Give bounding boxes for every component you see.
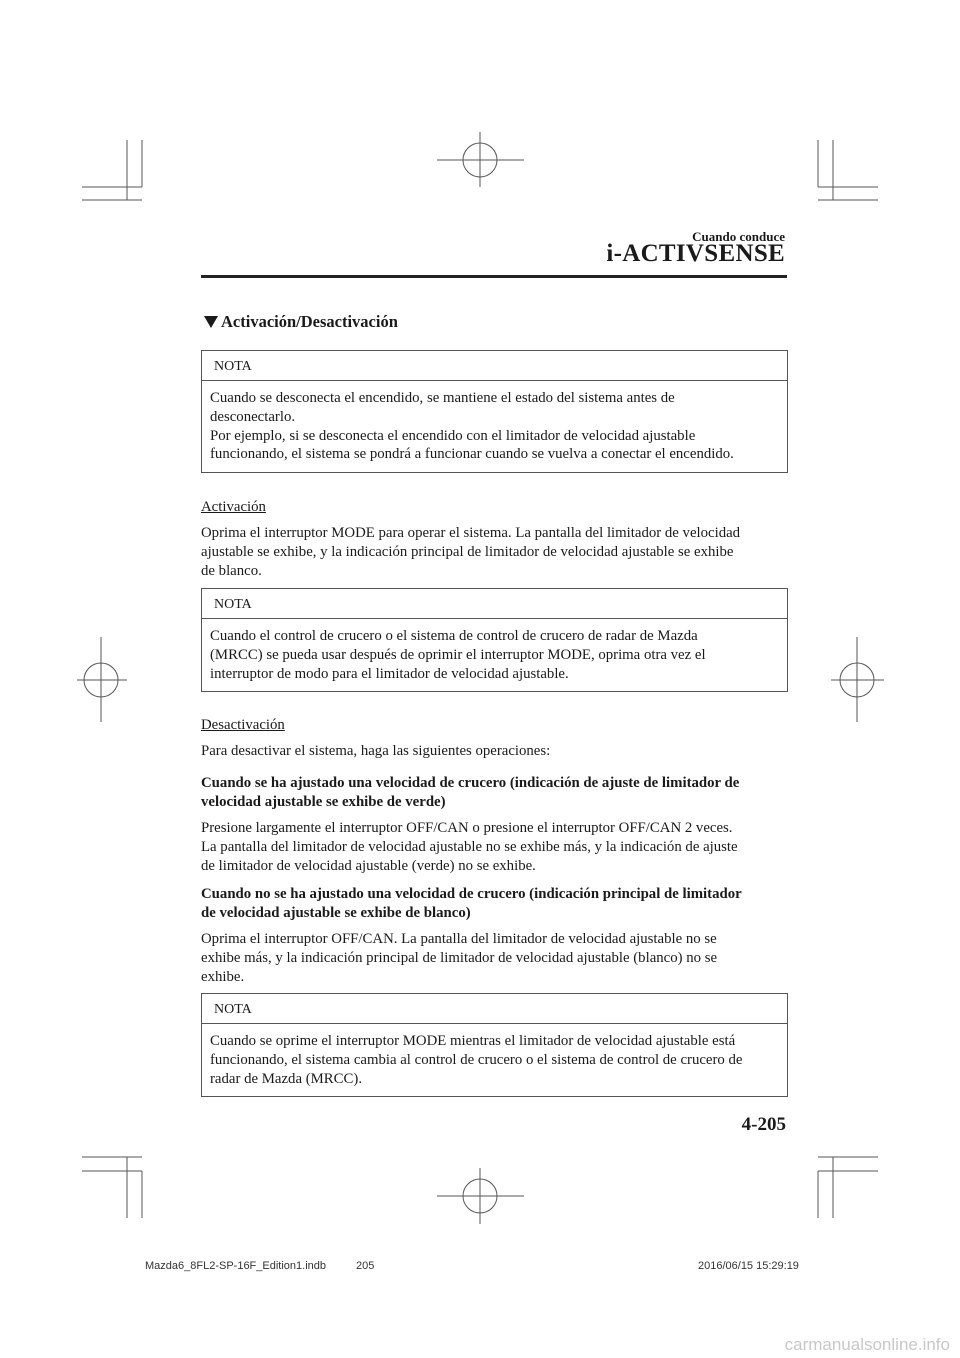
paragraph-line: de limitador de velocidad ajustable (verde) no se exhibe.: [201, 857, 536, 874]
header-rule: [201, 275, 787, 278]
note-line: interruptor de modo para el limitador de velocidad ajustable.: [210, 665, 569, 682]
note-line: Cuando el control de crucero o el sistema de control de crucero de radar de Mazda: [210, 628, 698, 644]
header-subtitle: Cuando conduce: [692, 229, 785, 244]
note-box-3: [201, 993, 788, 1097]
triangle-icon: [204, 316, 218, 328]
note-label: NOTA: [202, 351, 787, 381]
paragraph-line: ajustable se exhibe, y la indicación principal de limitador de velocidad ajustable se exhibe: [201, 543, 734, 560]
note-label: NOTA: [202, 589, 787, 619]
activacion-heading: Activación: [201, 499, 266, 515]
note-line: Cuando se desconecta el encendido, se mantiene el estado del sistema antes de: [210, 390, 675, 406]
note-body: [202, 619, 787, 691]
desactivacion-heading: Desactivación: [201, 717, 285, 733]
note-body: [202, 1024, 787, 1096]
note-label: NOTA: [202, 994, 787, 1024]
case-title-line: velocidad ajustable se exhibe de verde): [201, 793, 446, 810]
paragraph-line: de blanco.: [201, 562, 262, 579]
header-title: i-ACTIVSENSE: [606, 240, 785, 267]
page-number: 4-205: [741, 1114, 786, 1135]
note-line: funcionando, el sistema cambia al control de crucero o el sistema de control de crucero de: [210, 1051, 743, 1068]
section-title: Activación/Desactivación: [221, 312, 398, 331]
footer-filename: Mazda6_8FL2-SP-16F_Edition1.indb: [145, 1260, 327, 1272]
paragraph-line: Presione largamente el interruptor OFF/CAN o presione el interruptor OFF/CAN 2 veces.: [201, 820, 733, 836]
paragraph-line: La pantalla del limitador de velocidad ajustable no se exhibe más, y la indicación de ajuste: [201, 838, 738, 855]
case1-paragraph: [201, 819, 791, 875]
note-line: radar de Mazda (MRCC).: [210, 1070, 363, 1087]
watermark: carmanualsonline.info: [784, 1335, 950, 1354]
activacion-paragraph: [201, 524, 791, 580]
note-line: (MRCC) se pueda usar después de oprimir el interruptor MODE, oprima otra vez el: [210, 646, 706, 663]
footer-datetime: 2016/06/15 15:29:19: [698, 1260, 799, 1272]
case-title-line: Cuando se ha ajustado una velocidad de crucero (indicación de ajuste de limitador de: [201, 775, 740, 791]
note-line: Cuando se oprime el interruptor MODE mientras el limitador de velocidad ajustable está: [210, 1033, 736, 1049]
case-title-line: de velocidad ajustable se exhibe de blanco): [201, 904, 471, 921]
note-box-2: [201, 588, 788, 692]
paragraph-line: exhibe.: [201, 968, 245, 985]
section-heading: [204, 312, 398, 332]
paragraph-line: Oprima el interruptor MODE para operar el sistema. La pantalla del limitador de velocidad: [201, 525, 741, 541]
case2-paragraph: [201, 930, 791, 986]
paragraph-line: exhibe más, y la indicación principal de limitador de velocidad ajustable (blanco) no se: [201, 949, 718, 966]
note-line: Por ejemplo, si se desconecta el encendido con el limitador de velocidad ajustable: [210, 427, 696, 444]
desactivacion-intro: Para desactivar el sistema, haga las siguientes operaciones:: [201, 743, 551, 759]
case1-title: [201, 774, 791, 812]
note-line: desconectarlo.: [210, 408, 296, 425]
note-body: [202, 381, 787, 472]
note-line: funcionando, el sistema se pondrá a funcionar cuando se vuelva a conectar el encendido.: [210, 446, 734, 463]
case-title-line: Cuando no se ha ajustado una velocidad de crucero (indicación principal de limitador: [201, 886, 742, 902]
note-box-1: [201, 350, 788, 473]
footer-page: 205: [356, 1260, 375, 1272]
paragraph-line: Oprima el interruptor OFF/CAN. La pantalla del limitador de velocidad ajustable no se: [201, 931, 717, 947]
case2-title: [201, 885, 791, 923]
